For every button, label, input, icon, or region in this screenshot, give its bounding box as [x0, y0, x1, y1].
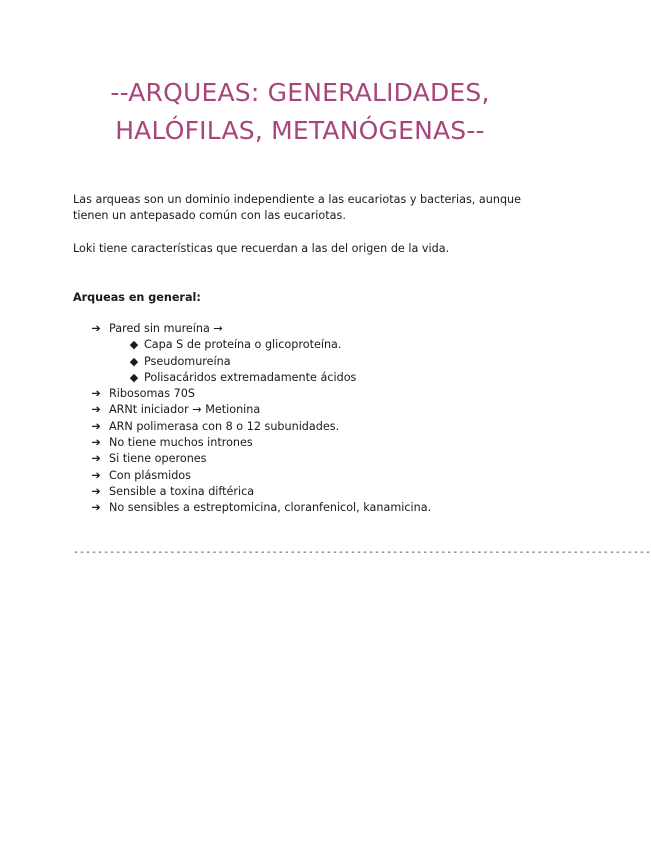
arrow-bullet-icon: ➔ [91, 501, 101, 515]
list-item-text: Sensible a toxina diftérica [109, 484, 255, 498]
arrow-bullet-icon: ➔ [91, 484, 101, 498]
title-line-2: HALÓFILAS, METANÓGENAS-- [115, 116, 485, 145]
list-item [0, 402, 600, 418]
arrow-bullet-icon: ➔ [91, 419, 101, 433]
sub-list-item [0, 337, 600, 353]
intro-paragraph: Las arqueas son un dominio independiente a las eucariotas y bacterias, aunque tienen un antepasado común con las eucariotas. [73, 193, 522, 222]
list-item [0, 321, 600, 337]
list-item-text: Pseudomureína [144, 354, 231, 368]
document-title [40, 74, 560, 150]
list-item-text: No tiene muchos intrones [109, 436, 253, 450]
list-item-text: Capa S de proteína o glicoproteína. [144, 338, 342, 352]
list-item-text: Con plásmidos [109, 468, 191, 482]
list-item-text: ARNt iniciador → Metionina [109, 403, 261, 417]
characteristics-list [0, 321, 600, 517]
list-item-text: Si tiene operones [109, 452, 207, 466]
arrow-bullet-icon: ➔ [91, 436, 101, 450]
list-item-text: Ribosomas 70S [109, 387, 195, 401]
sub-list-item [0, 370, 600, 386]
list-item [0, 468, 600, 484]
list-item-text: Polisacáridos extremadamente ácidos [144, 370, 357, 384]
section-divider: ------------------------------------------------------------------------------------------------ [73, 547, 651, 558]
diamond-bullet-icon: ◆ [129, 338, 139, 352]
list-item [0, 419, 600, 435]
list-item [0, 451, 600, 467]
arrow-bullet-icon: ➔ [91, 403, 101, 417]
section-heading: Arqueas en general: [73, 291, 201, 304]
loki-paragraph: Loki tiene características que recuerdan a las del origen de la vida. [73, 242, 450, 255]
list-item [0, 500, 600, 516]
arrow-bullet-icon: ➔ [91, 468, 101, 482]
arrow-bullet-icon: ➔ [91, 387, 101, 401]
list-item-text: No sensibles a estreptomicina, cloranfenicol, kanamicina. [109, 501, 432, 515]
arrow-bullet-icon: ➔ [91, 322, 101, 335]
list-item [0, 484, 600, 500]
list-item [0, 386, 600, 402]
list-item-text: ARN polimerasa con 8 o 12 subunidades. [109, 419, 340, 433]
diamond-bullet-icon: ◆ [129, 370, 139, 384]
arrow-bullet-icon: ➔ [91, 452, 101, 466]
list-item [0, 435, 600, 451]
title-line-1: --ARQUEAS: GENERALIDADES, [110, 78, 490, 107]
sub-list-item [0, 354, 600, 370]
list-item-text: Pared sin mureína → [109, 322, 223, 335]
diamond-bullet-icon: ◆ [129, 354, 139, 368]
